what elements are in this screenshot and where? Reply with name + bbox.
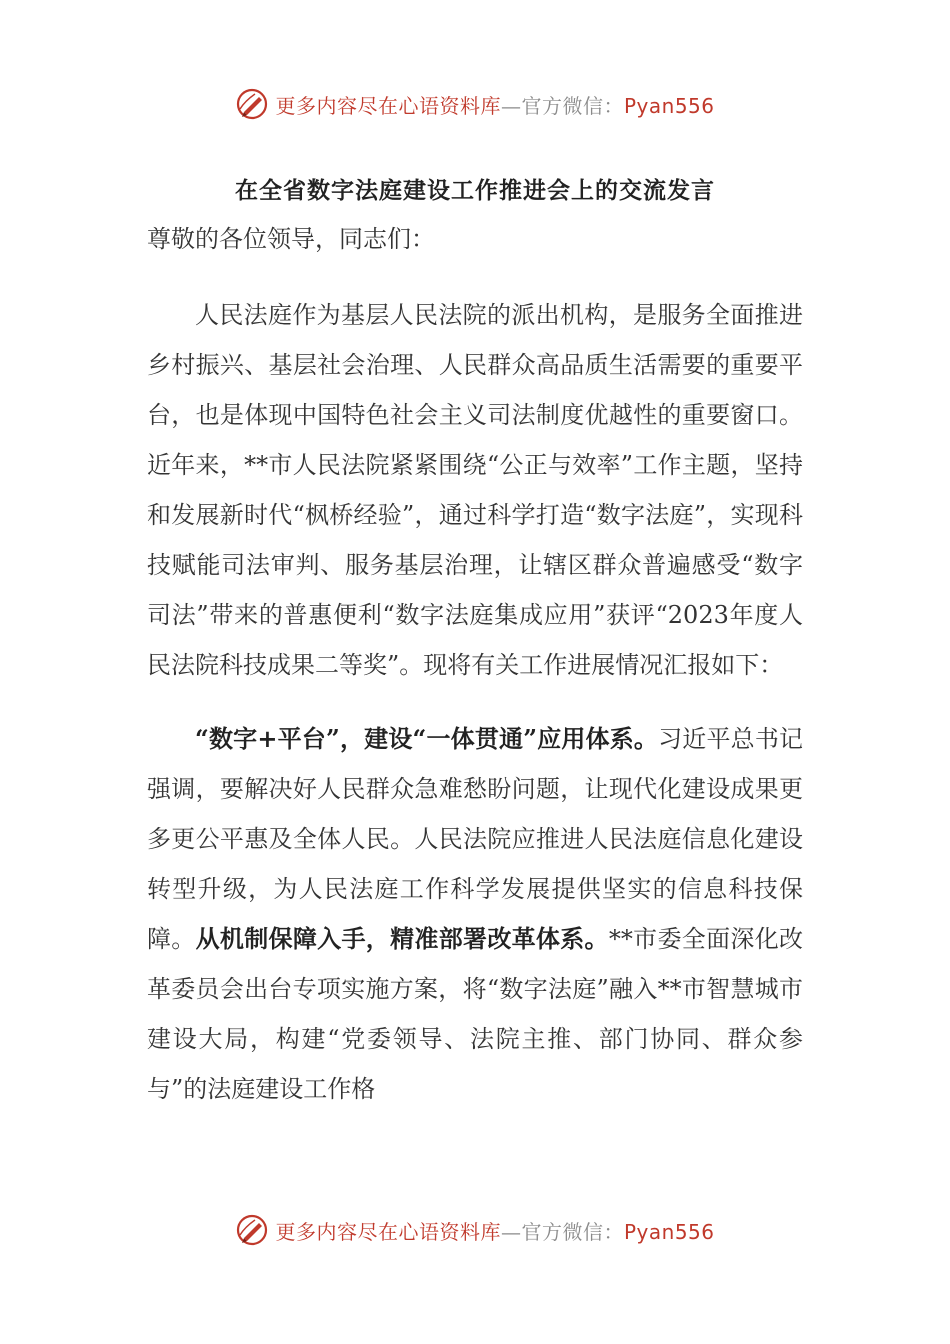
section-text-2: **市委全面深化改革委员会出台专项实施方案，将“数字法庭”融入**市智慧城市建设大局，构建“党委领导、法院主推、部门协同、群众参与”的法庭建设工作格: [147, 925, 804, 1103]
banner-wechat-label: 官方微信：: [521, 1219, 624, 1244]
banner-wechat-id: Pyan556: [623, 93, 715, 118]
pen-logo-icon: [235, 1213, 269, 1247]
banner-dash: —: [500, 93, 522, 118]
section-text-1: 习近平总书记强调，要解决好人民群众急难愁盼问题，让现代化建设成果更多更公平惠及全体人民。人民法院应推进人民法庭信息化建设转型升级，为人民法庭工作科学发展提供坚实的信息科技保障。: [147, 725, 804, 953]
banner-main-text: 更多内容尽在心语资料库: [275, 93, 501, 118]
paragraph-intro: 人民法庭作为基层人民法院的派出机构，是服务全面推进乡村振兴、基层社会治理、人民群众高品质生活需要的重要平台，也是体现中国特色社会主义司法制度优越性的重要窗口。近年来，**市人民法院紧紧围绕“公正与效率”工作主题，坚持和发展新时代“枫桥经验”，通过科学打造“数字法庭”，实现科技赋能司法审判、服务基层治理，让辖区群众普遍感受“数字司法”带来的普惠便利“数字法庭集成应用”获评“2023年度人民法院科技成果二等奖”。现将有关工作进展情况汇报如下：: [147, 301, 803, 679]
banner-dash: —: [500, 1219, 522, 1244]
section-heading: “数字+平台”，建设“一体贯通”应用体系。: [195, 724, 659, 753]
section-subheading: 从机制保障入手，精准部署改革体系。: [195, 924, 609, 953]
paragraph-digital-platform: [147, 714, 803, 1114]
banner-wechat-id: Pyan556: [623, 1219, 715, 1244]
header-banner: [0, 84, 950, 124]
document-title: 在全省数字法庭建设工作推进会上的交流发言: [235, 177, 715, 204]
document-body: [147, 214, 803, 1114]
banner-text: [275, 1216, 714, 1245]
banner-text: [275, 90, 714, 119]
footer-banner: [0, 1210, 950, 1250]
banner-wechat-label: 官方微信：: [521, 93, 624, 118]
banner-main-text: 更多内容尽在心语资料库: [275, 1219, 501, 1244]
salutation: 尊敬的各位领导，同志们：: [147, 225, 435, 253]
pen-logo-icon: [235, 87, 269, 121]
